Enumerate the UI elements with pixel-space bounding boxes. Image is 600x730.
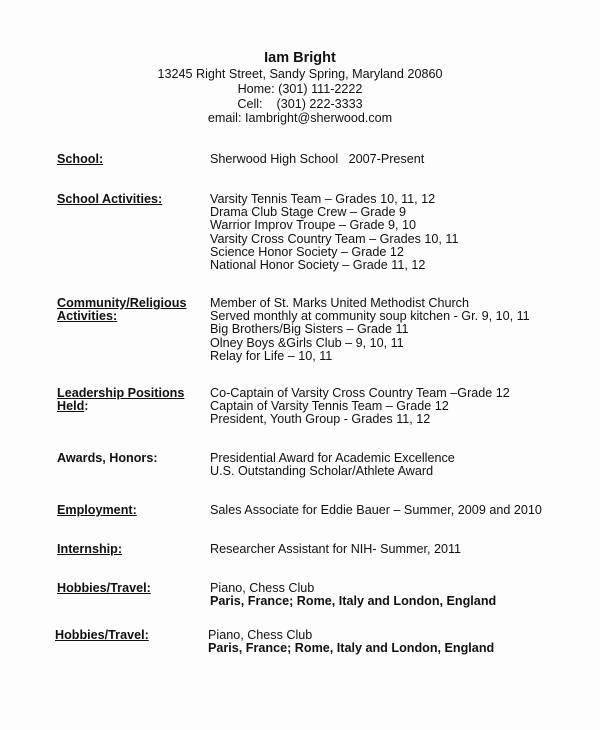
list-item: Sherwood High School 2007-Present xyxy=(210,152,425,166)
applicant-name: Iam Bright xyxy=(264,50,336,66)
list-item: President, Youth Group - Grades 11, 12 xyxy=(210,412,431,427)
list-item: National Honor Society – Grade 11, 12 xyxy=(210,258,426,273)
resume-header xyxy=(0,50,600,126)
address: 13245 Right Street, Sandy Spring, Maryland 20860 xyxy=(157,67,443,81)
list-item: Co-Captain of Varsity Cross Country Team –Grade 12 xyxy=(210,386,510,400)
list-item: Captain of Varsity Tennis Team – Grade 12 xyxy=(210,399,449,414)
section-label: Awards, Honors: xyxy=(57,451,158,465)
list-item: Presidential Award for Academic Excellence xyxy=(210,451,455,465)
list-item: Olney Boys &Girls Club – 9, 10, 11 xyxy=(210,335,404,350)
list-item: U.S. Outstanding Scholar/Athlete Award xyxy=(210,464,434,479)
list-item: Researcher Assistant for NIH- Summer, 2011 xyxy=(210,542,462,556)
section-label: Employment: xyxy=(57,503,137,517)
list-item: Paris, France; Rome, Italy and London, England xyxy=(210,594,497,609)
list-item: Relay for Life – 10, 11 xyxy=(210,348,333,363)
section-label: Community/Religious xyxy=(57,296,187,310)
section-label: Held xyxy=(57,399,85,414)
list-item: Science Honor Society – Grade 12 xyxy=(210,244,404,259)
list-item: Paris, France; Rome, Italy and London, England xyxy=(208,641,495,656)
list-item: Big Brothers/Big Sisters – Grade 11 xyxy=(210,322,409,337)
list-item: Drama Club Stage Crew – Grade 9 xyxy=(210,205,406,220)
email: email: Iambright@sherwood.com xyxy=(207,111,393,126)
list-item: Varsity Tennis Team – Grades 10, 11, 12 xyxy=(210,192,436,206)
list-item: Piano, Chess Club xyxy=(208,628,313,642)
section-label: Internship: xyxy=(57,542,123,556)
section-label: Hobbies/Travel: xyxy=(57,581,151,595)
list-item: Member of St. Marks United Methodist Church xyxy=(210,296,469,310)
label-colon: : xyxy=(84,399,89,414)
cell-phone: Cell: (301) 222-3333 xyxy=(237,96,363,111)
list-item: Sales Associate for Eddie Bauer – Summer, 2009 and 2010 xyxy=(210,503,542,517)
section-label: School: xyxy=(57,152,104,166)
section-label: Hobbies/Travel: xyxy=(55,628,149,642)
section-label: Activities: xyxy=(57,309,118,324)
list-item: Warrior Improv Troupe – Grade 9, 10 xyxy=(210,218,417,233)
list-item: Varsity Cross Country Team – Grades 10, 11 xyxy=(210,231,459,246)
section-label: Leadership Positions xyxy=(57,386,185,400)
list-item: Served monthly at community soup kitchen - Gr. 9, 10, 11 xyxy=(210,309,530,324)
home-phone: Home: (301) 111-2222 xyxy=(237,81,363,96)
section-label: School Activities: xyxy=(57,192,163,206)
list-item: Piano, Chess Club xyxy=(210,581,315,595)
